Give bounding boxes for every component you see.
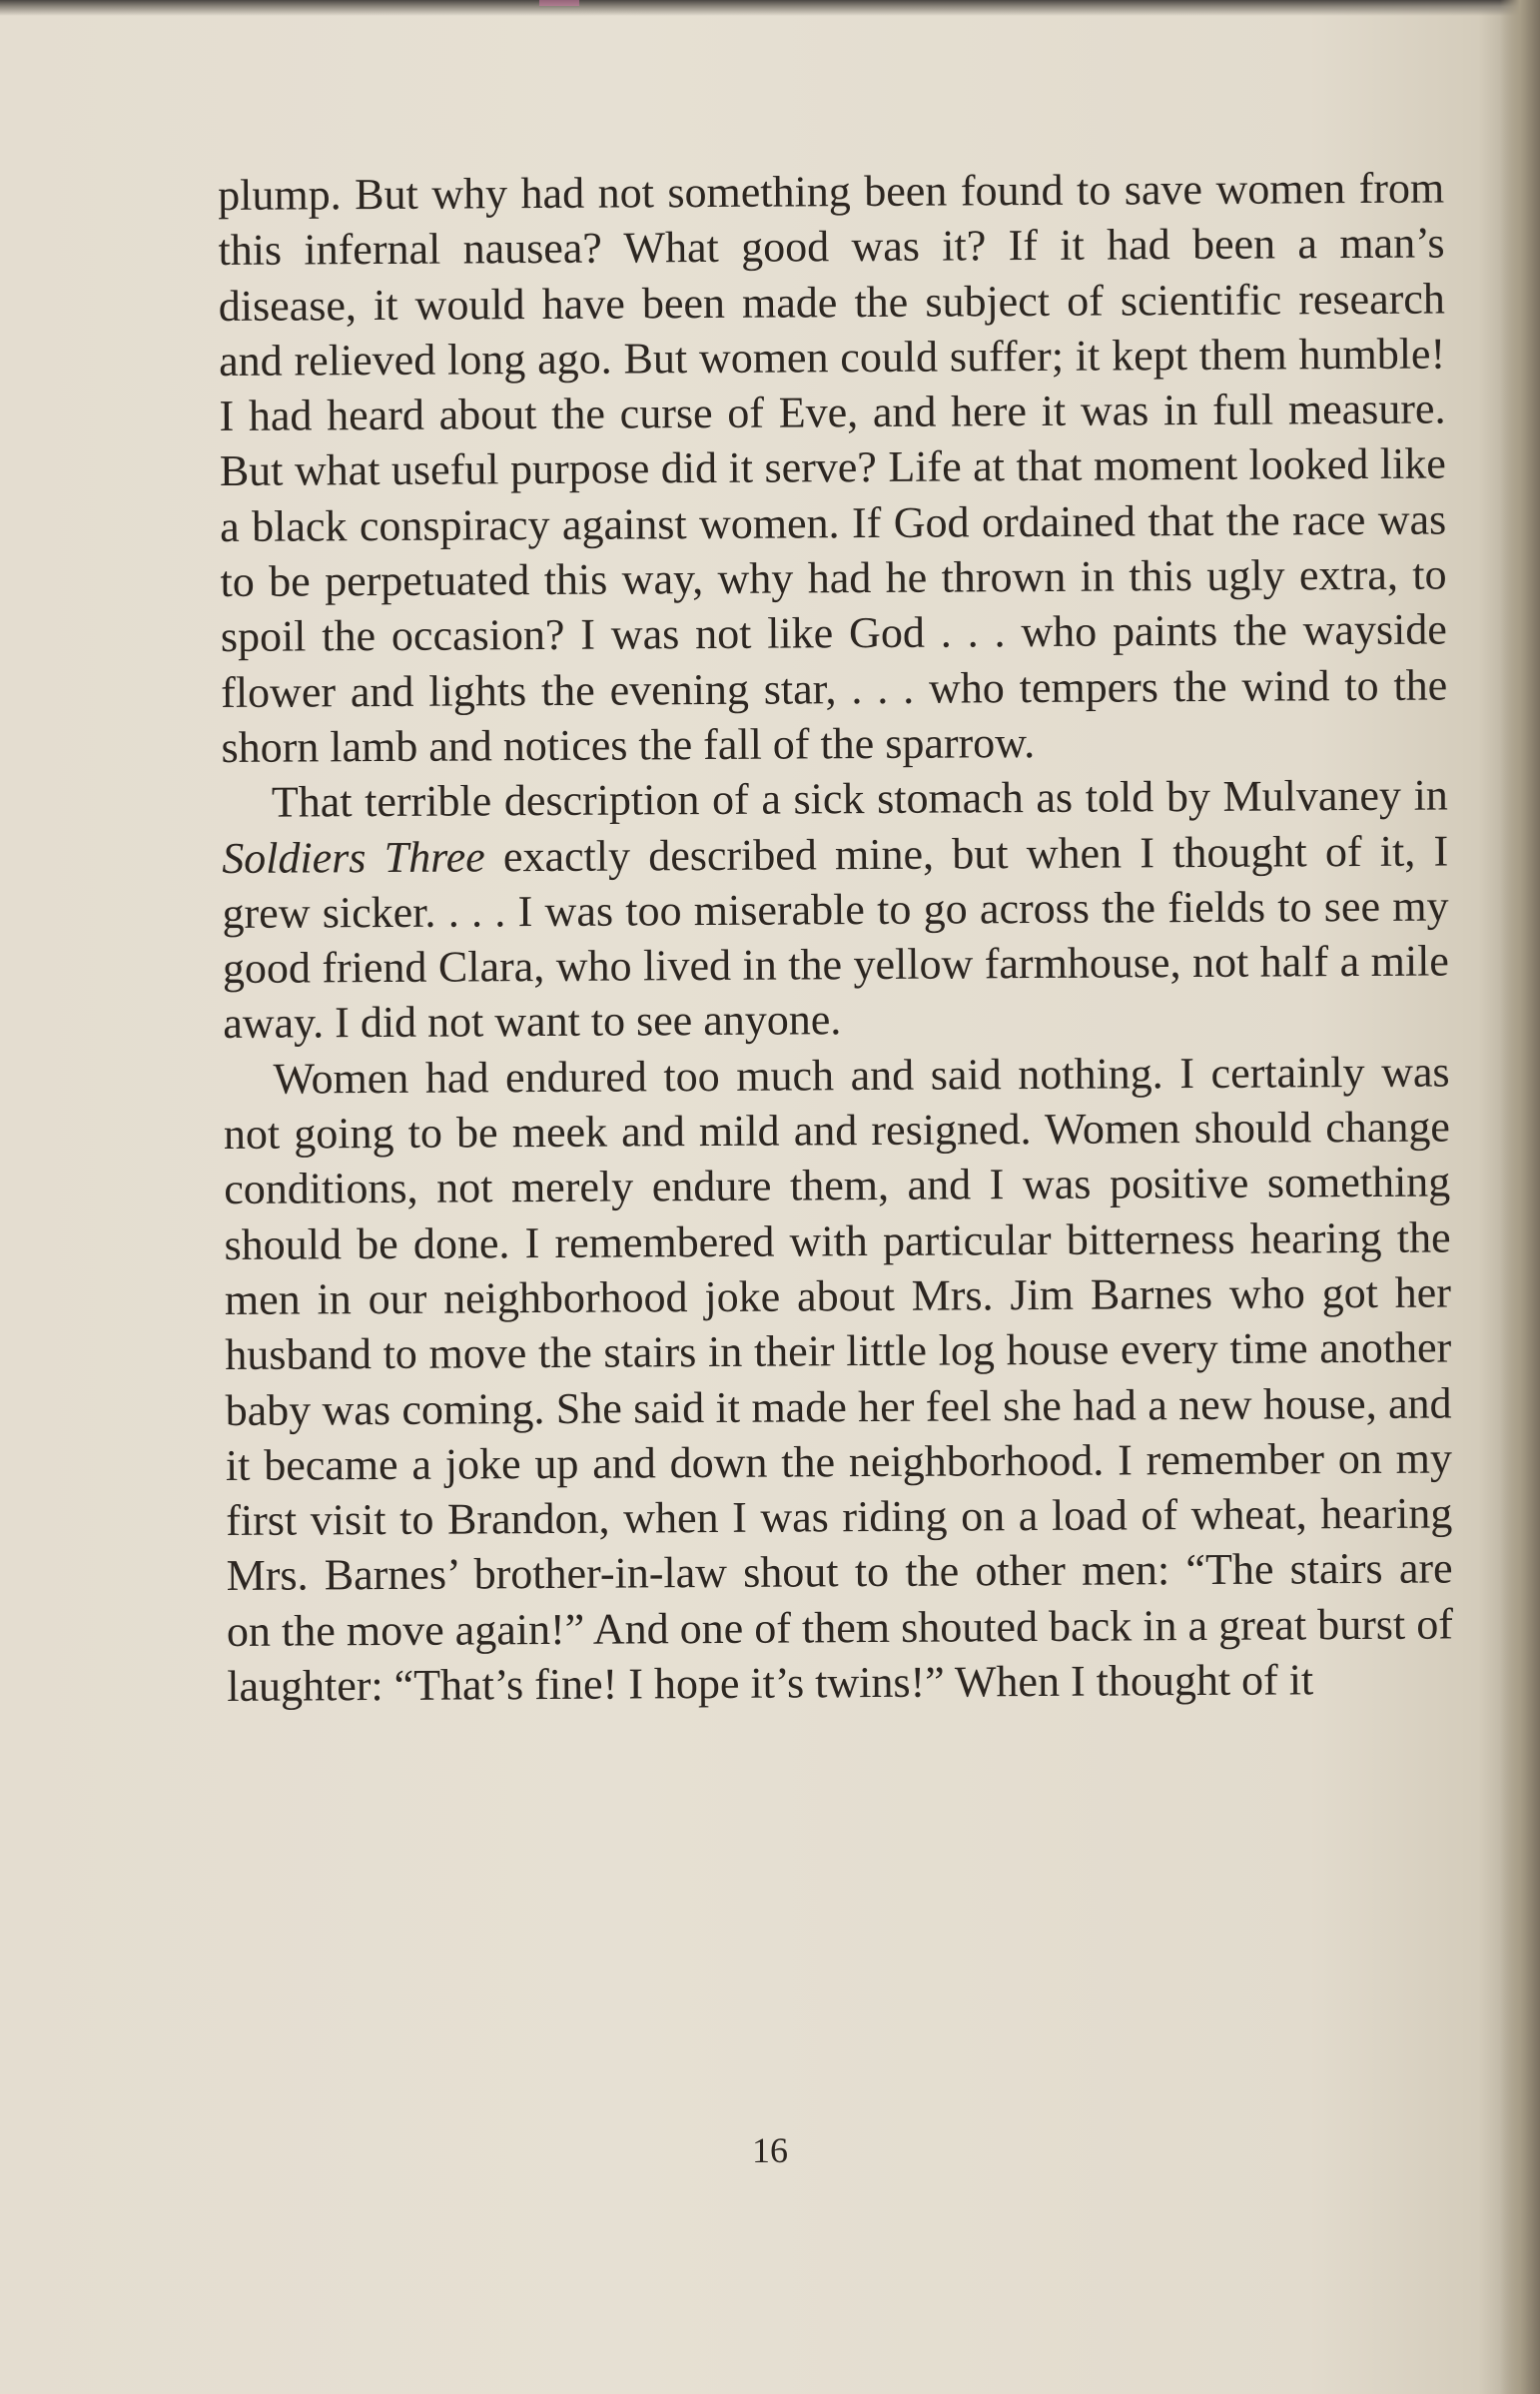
paragraph-3: Women had endured too much and said nothing. I certainly was not going to be meek and mild and resigned. Women should change conditions, not merely endure them, and I was positive something should be done. I remembered with particular bitterness hearing the men in our neighborhood joke about Mrs. Jim Barnes who got her husband to move the stairs in their little log house every time another baby was coming. She said it made her feel she had a new house, and it became a joke up and down the neighborhood. I remember on my first visit to Brandon, when I was riding on a load of wheat, hearing Mrs. Barnes’ brother-in-law shout to the other men: “The stairs are on the move again!” And one of them shouted back in a great burst of laughter: “That’s fine! I hope it’s twins!” When I thought of it (223, 1047, 1454, 1711)
page-top-edge (0, 0, 1540, 16)
book-title-italic: Soldiers Three (222, 831, 485, 883)
body-text (218, 160, 1453, 1714)
page-edge-mark (539, 0, 579, 6)
paragraph-2 (222, 768, 1450, 1052)
page-number: 16 (752, 2130, 788, 2170)
paragraph-2-text-start: That terrible description of a sick stomach as told by Mulvaney in (271, 770, 1449, 827)
page-binding-shadow (1500, 0, 1540, 2394)
paragraph-2-text-end: exactly described mine, but when I thought of it, I grew sicker. . . . I was too miserable to go across the fields to see my good friend Clara, who lived in the yellow farmhouse, not half a mile away. I did not want to see anyone. (222, 826, 1450, 1049)
paragraph-1: plump. But why had not something been found to save women from this infernal nausea? What good was it? If it had been a man’s disease, it would have been made the subject of scientific research and relieved long ago. But women could suffer; it kept them humble! I had heard about the curse of Eve, and here it was in full measure. But what useful purpose did it serve? Life at that moment looked like a black conspiracy against women. If God ordained that the race was to be perpetuated this way, why had he thrown in this ugly extra, to spoil the occasion? I was not like God . . . who paints the wayside flower and lights the evening star, . . . who tempers the wind to the shorn lamb and notices the fall of the sparrow. (218, 163, 1448, 772)
